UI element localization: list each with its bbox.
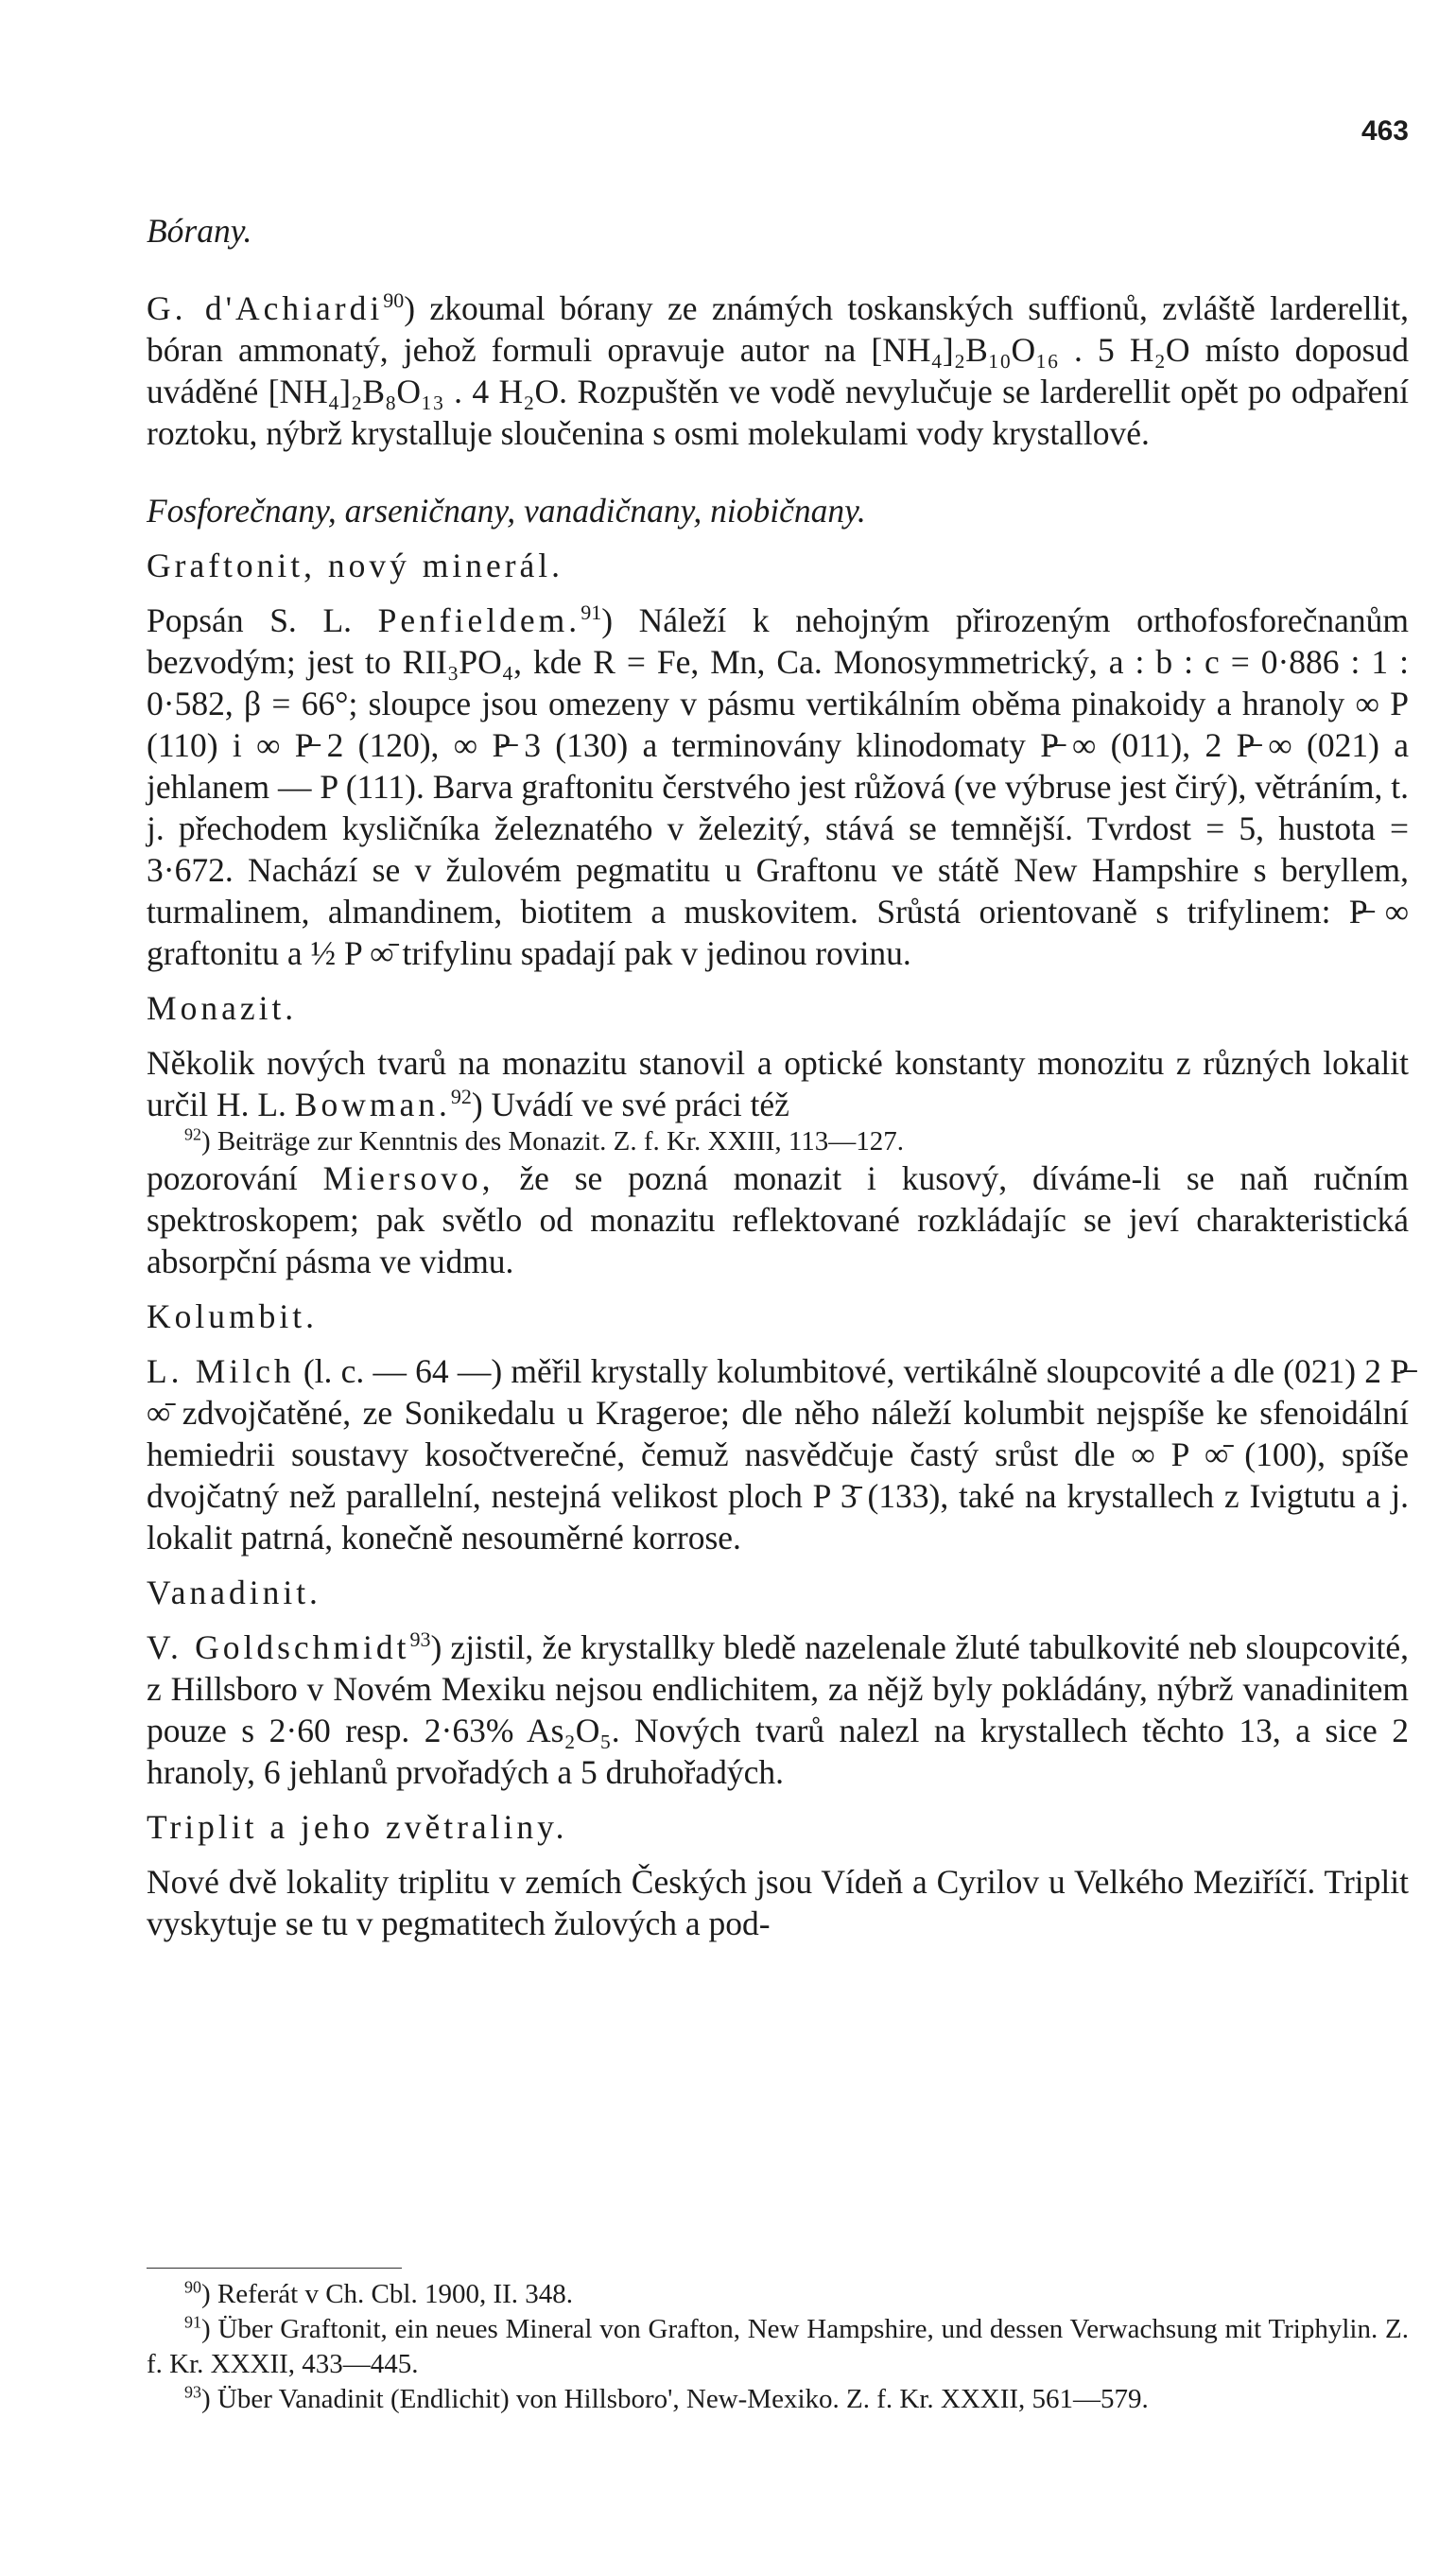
heading-triplit: Triplit a jeho zvětraliny. [147, 1808, 568, 1846]
footnote-ref-92: 92 [450, 1085, 472, 1109]
footnote-ref-90: 90 [383, 288, 405, 313]
author-milch: L. Milch [147, 1352, 295, 1390]
inline-footnote-ref: 92 [184, 1124, 201, 1144]
paragraph-vanadinit [147, 1626, 1409, 1793]
inline-footnote-92 [147, 1125, 1409, 1157]
graftonit-lead: Popsán S. L. [147, 601, 378, 639]
main-text [147, 210, 1409, 1944]
footnote-90 [147, 2277, 1409, 2312]
triplit-text: Nové dvě lokality triplitu v zemích Českých jsou Vídeň a Cyrilov u Velkého Meziříčí. Triplit vyskytuje se tu v pegmatitech žulových a pod- [147, 1863, 1409, 1942]
footnote-text: ) Referát v Ch. Cbl. 1900, II. 348. [200, 2279, 574, 2309]
footnote-text: ) Über Graftonit, ein neues Mineral von Grafton, New Hampshire, und dessen Verwachsung mit Triphylin. Z. f. Kr. XXXII, 433—445. [147, 2314, 1409, 2379]
footnote-rule [147, 2268, 402, 2269]
author-achiardi: G. d'Achiardi [147, 289, 384, 327]
author-goldschmidt: V. Goldschmidt [147, 1628, 410, 1666]
footnotes [147, 2277, 1409, 2417]
footnote-text: ) Über Vanadinit (Endlichit) von Hillsboro', New-Mexiko. Z. f. Kr. XXXII, 561—579. [200, 2384, 1149, 2414]
monazit-text-a: Několik nových tvarů na monazitu stanovil a optické konstanty monozitu z různých lokalit určil H. L. [147, 1044, 1409, 1123]
paragraph-monazit-a [147, 1042, 1409, 1125]
footnote-ref-91: 91 [581, 600, 602, 625]
vanadinit-text: ) zjistil, že krystallky bledě nazelenale žluté tabulkovité neb sloupcovité, z Hillsboro v Novém Mexiku nejsou endlichitem, za nějž byly pokládány, nýbrž vanadinitem pouze s 2·60 resp. 2·63% As₂O₅. Nových tvarů nalezl na krystallech těchto 13, a sice 2 hranoly, 6 jehlanů prvořadých a 5 druhořadých. [147, 1628, 1409, 1791]
footnote-ref-93: 93 [409, 1627, 431, 1652]
heading-graftonit: Graftonit, nový minerál. [147, 547, 564, 584]
heading-monazit: Monazit. [147, 989, 298, 1027]
footnote-number: 93 [184, 2382, 201, 2402]
author-miers: Miersovo, [322, 1159, 494, 1197]
paragraph-graftonit [147, 600, 1409, 974]
monazit-text-c-lead: pozorování [147, 1159, 323, 1197]
author-bowman: Bowman. [294, 1086, 451, 1123]
paragraph-kolumbit [147, 1350, 1409, 1558]
heading-kolumbit: Kolumbit. [147, 1297, 318, 1335]
footnote-number: 90 [184, 2277, 201, 2297]
page-number: 463 [1361, 115, 1409, 147]
author-penfield: Penfieldem. [377, 601, 581, 639]
footnote-number: 91 [184, 2312, 201, 2332]
borany-text: ) zkoumal bórany ze známých toskanských suffionů, zvláště larderellit, bóran ammonatý, jehož formuli opravuje autor na [NH₄]₂B₁₀O₁₆ . 5 H₂O místo doposud uváděné [NH₄]₂B₈O₁₃ . 4 H₂O. Rozpuštěn ve vodě nevylučuje se larderellit opět po odpaření roztoku, nýbrž krystalluje sloučenina s osmi molekulami vody krystallové. [147, 289, 1409, 452]
paragraph-triplit [147, 1861, 1409, 1944]
footnote-91 [147, 2312, 1409, 2382]
graftonit-text: ) Náleží k nehojným přirozeným orthofosforečnanům bezvodým; jest to RII₃PO₄, kde R = Fe, Mn, Ca. Monosymmetrický, a : b : c = 0·886 : 1 : 0·582, β = 66°; sloupce jsou omezeny v pásmu vertikálním oběma pinakoidy a hranoly ∞ P (110) i ∞ P̶ 2 (120), ∞ P̶ 3 (130) a terminovány klinodomaty P̶ ∞ (011), 2 P̶ ∞ (021) a jehlanem — P (111). Barva graftonitu čerstvého jest růžová (ve výbruse jest čirý), větráním, t. j. přechodem kysličníka železnatého v železitý, stává se temnější. Tvrdost = 5, hustota = 3·672. Nachází se v žulovém pegmatitu u Graftonu ve státě New Hampshire s beryllem, turmalinem, almandinem, biotitem a muskovitem. Srůstá orientovaně s trifylinem: P̶ ∞ graftonitu a ½ P ∞̄ trifylinu spadají pak v jedinou rovinu. [147, 601, 1409, 972]
paragraph-monazit-c [147, 1157, 1409, 1282]
monazit-text-b: ) Uvádí ve své práci též [471, 1086, 789, 1123]
heading-fosforecnany: Fosforečnany, arseničnany, vanadičnany, niobičnany. [147, 492, 866, 530]
heading-vanadinit: Vanadinit. [147, 1574, 321, 1611]
paragraph-borany [147, 287, 1409, 454]
inline-footnote-text: ) Beiträge zur Kenntnis des Monazit. Z. f. Kr. XXIII, 113—127. [200, 1126, 905, 1157]
footnote-93 [147, 2382, 1409, 2417]
monazit-text-c: že se pozná monazit i kusový, díváme-li se naň ručním spektroskopem; pak světlo od monazitu reflektované rozkládajíc se jeví charakteristická absorpční pásma ve vidmu. [147, 1159, 1409, 1280]
kolumbit-text: (l. c. — 64 —) měřil krystally kolumbitové, vertikálně sloupcovité a dle (021) 2 P̶ ∞̄ zdvojčatěné, ze Sonikedalu u Krageroe; dle něho náleží kolumbit nejspíše ke sfenoidální hemiedrii soustavy kosočtverečné, čemuž nasvědčuje častý srůst dle ∞ P ∞̄ (100), spíše dvojčatný než parallelní, nestejná velikost ploch P 3̄ (133), také na krystallech z Ivigtutu a j. lokalit patrná, konečně nesouměrné korrose. [147, 1352, 1410, 1557]
heading-borany: Bórany. [147, 212, 252, 250]
